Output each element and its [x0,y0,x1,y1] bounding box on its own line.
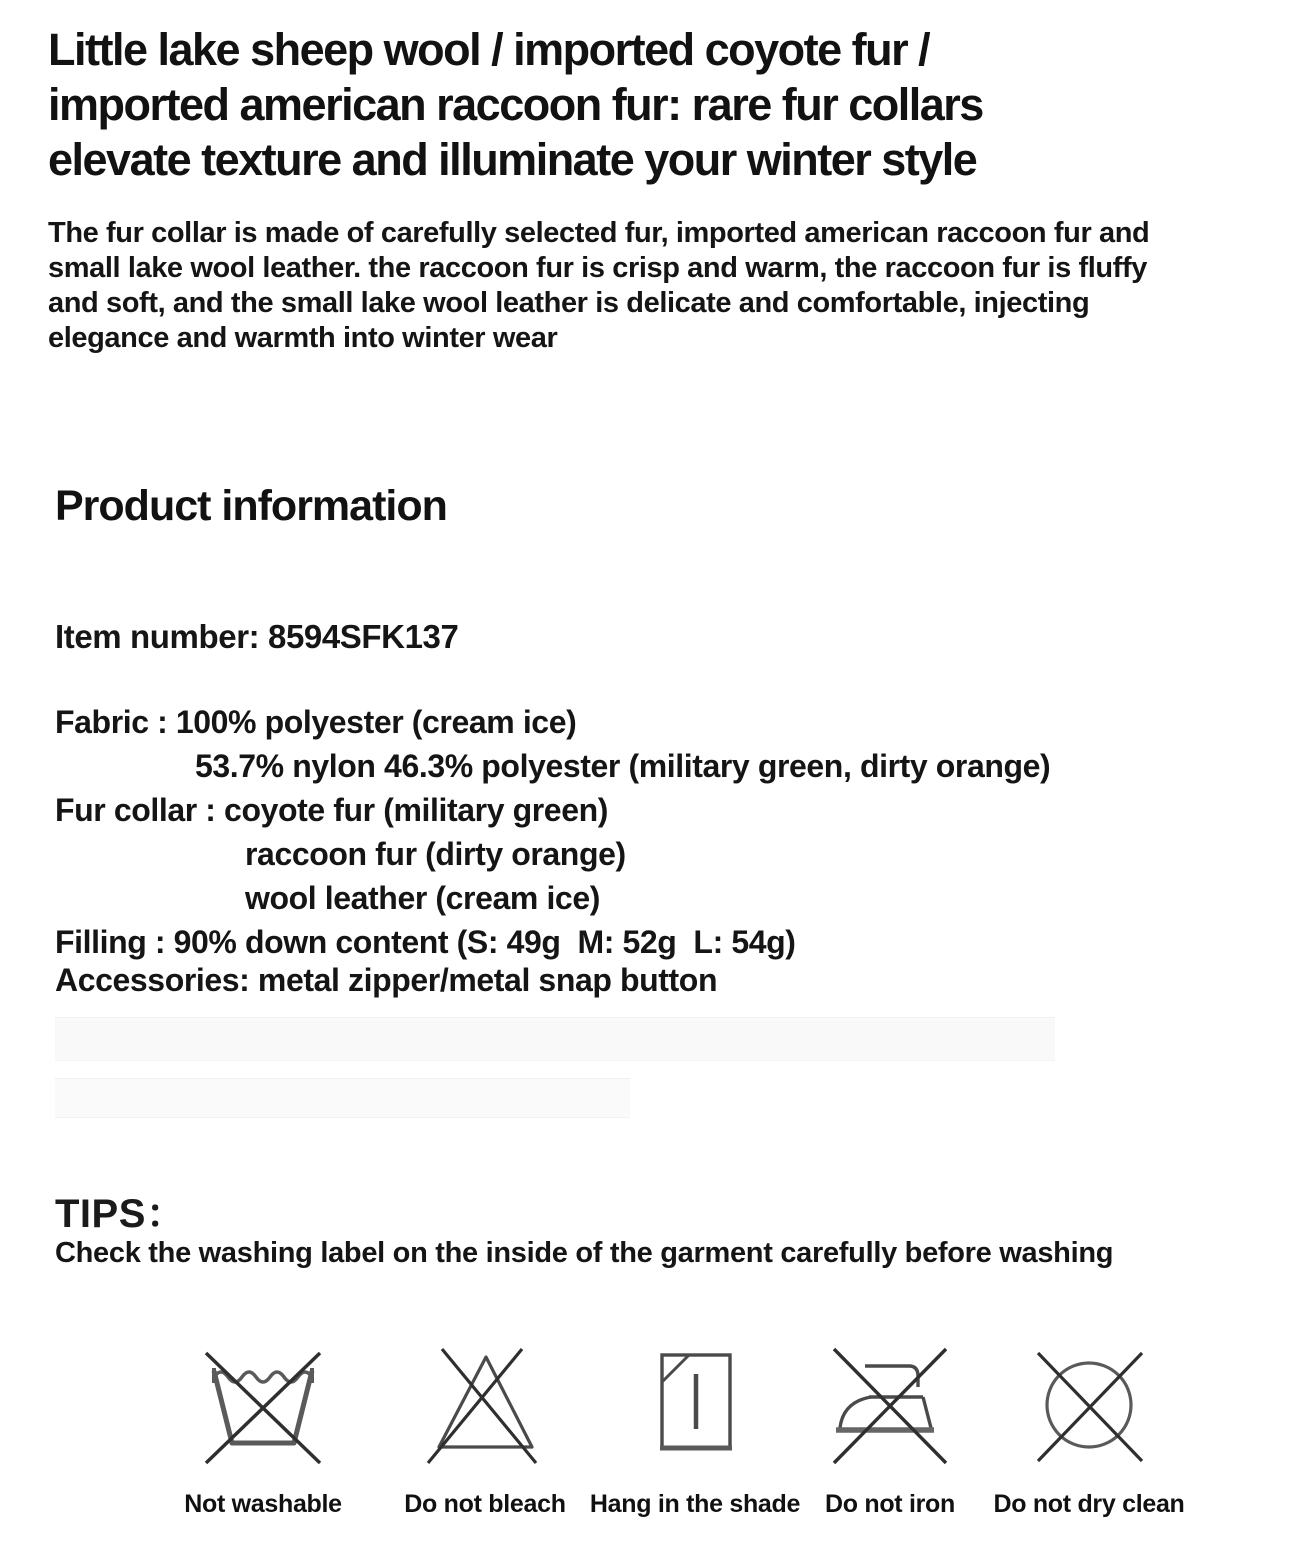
tips-heading: TIPS： [55,1192,187,1236]
dry-clean-circle-crossed-icon [979,1340,1199,1472]
iron-crossed-icon [780,1340,1000,1472]
redacted-block [55,1078,630,1118]
care-item-hang-in-shade [585,1340,805,1519]
tips-body: Check the washing label on the inside of the garment carefully before washing [55,1237,1114,1269]
wash-tub-crossed-icon [153,1340,373,1472]
intro-line: small lake wool leather. the raccoon fur is crisp and warm, the raccoon fur is fluffy [48,252,1147,284]
care-item-do-not-iron [780,1340,1000,1519]
spec-line-fur-collar-2: raccoon fur (dirty orange) [245,836,626,872]
page-title [48,22,983,187]
spec-line-fur-collar: Fur collar : coyote fur (military green) [55,792,609,828]
redacted-block [55,1017,1055,1061]
section-heading: Product information [55,482,447,530]
care-item-not-washable [153,1340,373,1519]
care-label: Not washable [184,1490,342,1518]
care-label: Hang in the shade [589,1490,801,1518]
spec-line-fabric: Fabric : 100% polyester (cream ice) [55,704,577,740]
spec-line-accessories: Accessories: metal zipper/metal snap button [55,962,718,998]
spec-list [55,700,1050,1002]
spec-line-filling: Filling : 90% down content (S: 49g M: 52g L: 54g) [55,924,796,960]
care-label: Do not bleach [404,1490,566,1518]
care-icons-row [0,1340,1296,1540]
intro-paragraph [48,216,1149,356]
spec-line-fur-collar-3: wool leather (cream ice) [245,880,600,916]
title-line: Little lake sheep wool / imported coyote fur / [48,24,930,75]
care-item-do-not-dry-clean [979,1340,1199,1519]
title-line: elevate texture and illuminate your winter style [48,134,977,185]
care-label: Do not iron [824,1490,955,1518]
item-number: Item number: 8594SFK137 [55,618,459,655]
intro-line: The fur collar is made of carefully selected fur, imported american raccoon fur and [48,217,1150,249]
intro-line: and soft, and the small lake wool leather is delicate and comfortable, injecting [48,287,1090,319]
care-label: Do not dry clean [993,1490,1185,1518]
spec-line-fabric-2: 53.7% nylon 46.3% polyester (military green, dirty orange) [195,748,1051,784]
intro-line: elegance and warmth into winter wear [48,322,558,354]
bleach-triangle-crossed-icon [375,1340,595,1472]
title-line: imported american raccoon fur: rare fur collars [48,79,983,130]
care-item-do-not-bleach [375,1340,595,1519]
shade-drying-square-icon [585,1340,805,1472]
